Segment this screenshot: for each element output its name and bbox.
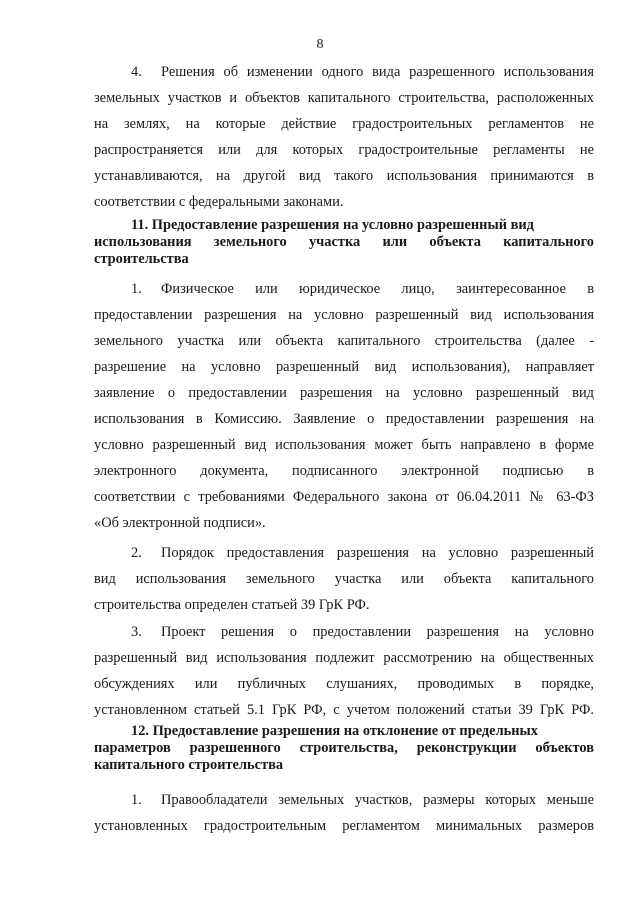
heading-line: использования земельного участка или объекта капитального xyxy=(94,234,594,250)
paragraph-line: устанавливаются, на другой вид такого использования принимаются в xyxy=(94,168,594,184)
paragraph-line: 1. Физическое или юридическое лицо, заинтересованное в xyxy=(94,276,594,302)
paragraph-line: обсуждениях или публичных слушаниях, проводимых в порядке, xyxy=(94,676,594,692)
heading-line: строительства xyxy=(94,251,189,267)
heading-line: капитального строительства xyxy=(94,757,284,773)
paragraph-line: соответствии с требованиями Федерального закона от 06.04.2011 № 63-ФЗ xyxy=(94,489,594,505)
paragraph-line: земельного участка или объекта капитального строительства (далее - xyxy=(94,333,594,349)
paragraph-line: на землях, на которые действие градостроительных регламентов не xyxy=(94,116,594,132)
paragraph-number: 1. xyxy=(131,792,142,808)
heading-line: 11. Предоставление разрешения на условно разрешенный вид xyxy=(131,217,534,233)
section-11-paragraph-3 xyxy=(94,619,594,723)
paragraph-line: условно разрешенный вид использования может быть направлено в форме xyxy=(94,437,594,453)
paragraph-line: разрешение на условно разрешенный вид использования), направляет xyxy=(94,359,594,375)
paragraph-line: разрешенный вид использования подлежит рассмотрению на общественных xyxy=(94,650,594,666)
section-11-paragraph-2 xyxy=(94,540,594,618)
section-heading-12 xyxy=(94,723,594,774)
paragraph-4 xyxy=(94,59,594,215)
paragraph-line: распространяется или для которых градостроительные регламенты не xyxy=(94,142,594,158)
heading-line: параметров разрешенного строительства, реконструкции объектов xyxy=(94,740,594,756)
paragraph-line: строительства определен статьей 39 ГрК РФ. xyxy=(94,597,370,613)
paragraph-line: «Об электронной подписи». xyxy=(94,515,266,531)
paragraph-line: электронного документа, подписанного электронной подписью в xyxy=(94,463,594,479)
paragraph-line: 2. Порядок предоставления разрешения на условно разрешенный xyxy=(94,540,594,566)
section-12-paragraph-1 xyxy=(94,787,594,839)
paragraph-line: 4. Решения об изменении одного вида разрешенного использования xyxy=(94,59,594,85)
page-number: 8 xyxy=(316,37,324,52)
paragraph-line: предоставлении разрешения на условно разрешенный вид использования xyxy=(94,307,594,323)
paragraph-line: соответствии с федеральными законами. xyxy=(94,194,344,210)
paragraph-line: установленных градостроительным регламентом минимальных размеров xyxy=(94,818,594,834)
paragraph-line: заявление о предоставлении разрешения на условно разрешенный вид xyxy=(94,385,594,401)
heading-line: 12. Предоставление разрешения на отклонение от предельных xyxy=(131,723,538,739)
section-11-paragraph-1 xyxy=(94,276,594,536)
paragraph-number: 3. xyxy=(131,624,142,640)
paragraph-line: использования в Комиссию. Заявление о предоставлении разрешения на xyxy=(94,411,594,427)
paragraph-line: земельных участков и объектов капитального строительства, расположенных xyxy=(94,90,594,106)
section-heading-11 xyxy=(94,217,594,268)
paragraph-line: 3. Проект решения о предоставлении разрешения на условно xyxy=(94,619,594,645)
paragraph-number: 4. xyxy=(131,64,142,80)
paragraph-line: вид использования земельного участка или объекта капитального xyxy=(94,571,594,587)
paragraph-number: 2. xyxy=(131,545,142,561)
paragraph-number: 1. xyxy=(131,281,142,297)
paragraph-line: 1. Правообладатели земельных участков, размеры которых меньше xyxy=(94,787,594,813)
paragraph-line: установленном статьей 5.1 ГрК РФ, с учетом положений статьи 39 ГрК РФ. xyxy=(94,702,594,718)
